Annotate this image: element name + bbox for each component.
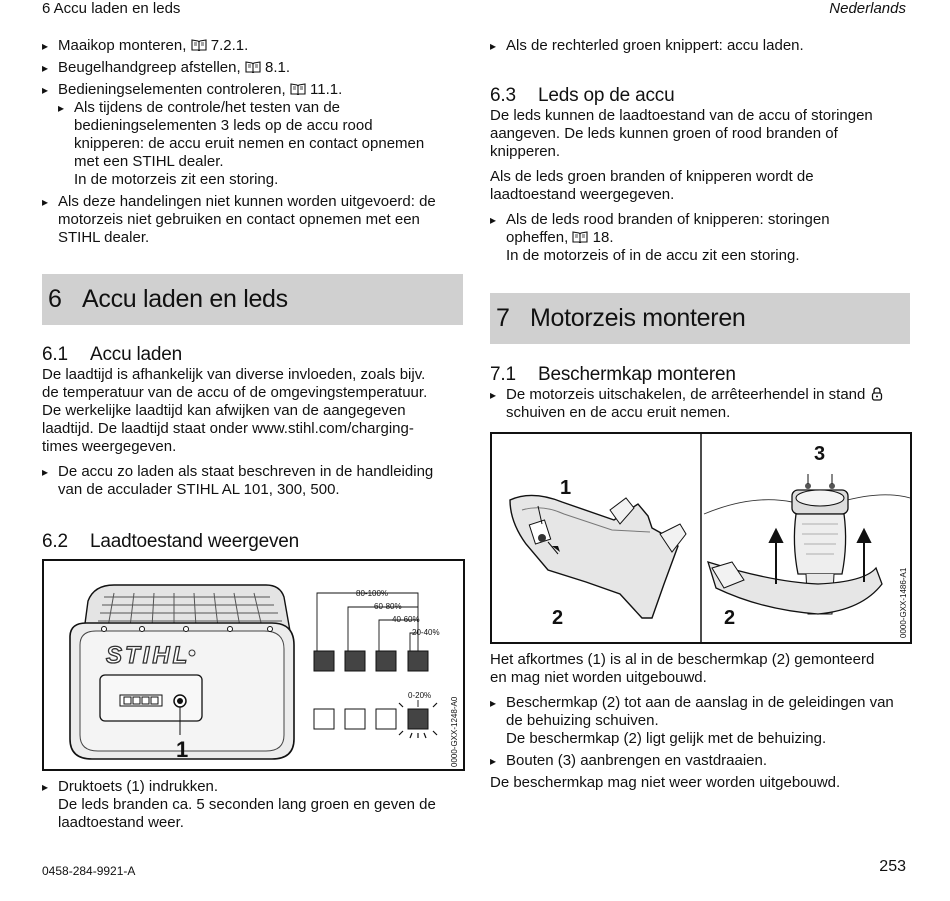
sub-list-item (42, 99, 464, 117)
section-7-1 (490, 364, 912, 422)
battery-illustration (44, 561, 463, 769)
list-item (490, 752, 912, 770)
text-line: Als tijdens de controle/het testen van de (74, 99, 341, 116)
section-number: 6.2 (42, 531, 68, 552)
text-line: De accu zo laden als staat beschreven in de handleiding (58, 463, 434, 480)
text-line: van de acculader STIHL AL 101, 300, 500. (58, 481, 340, 498)
text-line: In de motorzeis of in de accu zit een storing. (506, 247, 800, 264)
text-line: De motorzeis uitschakelen, de arrêteerhendel in stand (506, 386, 866, 403)
text-line: schuiven en de accu eruit nemen. (506, 404, 731, 421)
section-number: 7.1 (490, 364, 516, 385)
text-line: aangeven. De leds kunnen groen of rood branden of (490, 125, 838, 142)
list-item (490, 37, 912, 55)
figure-code: 0000-GXX-1248-A0 (450, 696, 459, 767)
section-6-1 (42, 344, 464, 499)
chapter-title: Accu laden en leds (82, 285, 288, 313)
section-title: Accu laden (90, 344, 183, 365)
led-label-40-60: 40-60% (392, 615, 420, 624)
led-label-20-40: 20-40% (412, 628, 440, 637)
text-line: Beschermkap (2) tot aan de aanslag in de geleidingen van (506, 694, 894, 711)
text-line: In de motorzeis zit een storing. (74, 171, 279, 188)
chapter-heading-7 (490, 293, 910, 344)
list-item (42, 81, 464, 99)
text-line: met een STIHL dealer. (74, 153, 224, 170)
led-row-charge-levels (314, 651, 428, 671)
list-item (490, 386, 912, 404)
right-top (490, 37, 912, 55)
book-reference-icon (245, 61, 261, 73)
section-reference: 7.2.1. (210, 37, 249, 54)
book-reference-icon (191, 39, 207, 51)
chapter-title: Motorzeis monteren (530, 304, 746, 332)
led-row-low-charge (314, 709, 428, 729)
led-label-0-20: 0-20% (408, 691, 432, 700)
text-line: Als de leds groen branden of knipperen wordt de (490, 168, 814, 185)
list-item (490, 211, 912, 229)
list-item (42, 37, 464, 55)
section-6-2-heading (42, 531, 464, 553)
text-line: laadtoestand weer. (58, 814, 184, 831)
book-reference-icon (572, 231, 588, 243)
text-line (490, 229, 912, 247)
guard-illustration (492, 434, 910, 642)
chapter-number: 6 (48, 285, 62, 313)
section-title: Leds op de accu (538, 85, 675, 106)
list-item (490, 694, 912, 712)
callout-number: 2 (724, 607, 736, 629)
list-item (42, 193, 464, 211)
battery-led-figure (42, 559, 465, 771)
led-label-60-80: 60-80% (374, 602, 402, 611)
text-line: en mag niet worden uitgebouwd. (490, 669, 707, 686)
section-6-3 (490, 85, 912, 265)
text-line: Als de rechterled groen knippert: accu laden. (506, 37, 804, 54)
callout-number: 1 (176, 737, 189, 762)
chapter-heading-6 (42, 274, 463, 325)
section-reference: 8.1. (265, 59, 291, 76)
text-line: knipperen: de accu eruit nemen en contact opnemen (74, 135, 425, 152)
book-reference-icon (290, 83, 306, 95)
text-line: De beschermkap mag niet weer worden uitgebouwd. (490, 774, 841, 791)
section-heading (42, 344, 464, 366)
callout-number: 3 (814, 443, 826, 465)
section-reference: 11.1. (310, 81, 343, 98)
section-heading (490, 364, 912, 386)
text-line: De leds branden ca. 5 seconden lang groen en geven de (58, 796, 436, 813)
list-item (42, 778, 464, 796)
text-fragment: opheffen, (506, 229, 569, 246)
list-item-text: Beugelhandgreep afstellen, (58, 59, 241, 76)
led-label-80-100: 80-100% (356, 589, 389, 598)
text-line: de behuizing schuiven. (506, 712, 659, 729)
list-item (42, 463, 464, 481)
text-line: De laadtijd is afhankelijk van diverse invloeden, zoals bijv. (42, 366, 426, 383)
section-heading (490, 85, 912, 107)
list-item-text: Maaikop monteren, (58, 37, 187, 54)
text-line: De leds kunnen de laadtoestand van de accu of storingen (490, 107, 873, 124)
text-line: de temperatuur van de accu of de omgevingstemperatuur. (42, 384, 428, 401)
text-line: Bouten (3) aanbrengen en vastdraaien. (506, 752, 768, 769)
figure-code: 0000-GXX-1486-A1 (899, 567, 908, 638)
section-7-1-instructions (490, 651, 912, 792)
section-reference: 18. (592, 229, 614, 246)
text-line: knipperen. (490, 143, 561, 160)
section-heading (42, 531, 464, 553)
running-header-chapter: 6 Accu laden en leds (42, 0, 181, 17)
section-title: Laadtoestand weergeven (90, 531, 299, 552)
list-item-text: Bedieningselementen controleren, (58, 81, 286, 98)
text-line: times weergegeven. (42, 438, 177, 455)
text-line: laadtijd. De laadtijd staat onder www.stihl.com/charging- (42, 420, 414, 437)
chapter-number: 7 (496, 304, 510, 332)
text-line: Druktoets (1) indrukken. (58, 778, 219, 795)
page-number: 253 (879, 858, 906, 875)
lock-icon (870, 387, 884, 401)
text-line: motorzeis niet gebruiken en contact opnemen met een (58, 211, 420, 228)
section-number: 6.1 (42, 344, 68, 365)
running-header-language: Nederlands (829, 0, 906, 17)
section-6-2-instructions (42, 778, 464, 832)
callout-number: 2 (552, 607, 564, 629)
text-line: Het afkortmes (1) is al in de beschermkap (2) gemonteerd (490, 651, 875, 668)
text-line: Als deze handelingen niet kunnen worden uitgevoerd: de (58, 193, 436, 210)
stihl-logo: STIHL (106, 642, 191, 669)
text-line: De beschermkap (2) ligt gelijk met de behuizing. (506, 730, 827, 747)
guard-mounting-figure (490, 432, 912, 644)
text-line: bedieningselementen 3 leds op de accu rood (74, 117, 373, 134)
list-item (42, 59, 464, 77)
text-line: De werkelijke laadtijd kan afwijken van de aangegeven (42, 402, 406, 419)
document-number: 0458-284-9921-A (42, 864, 136, 878)
text-line: laadtoestand weergegeven. (490, 186, 675, 203)
section-title: Beschermkap monteren (538, 364, 736, 385)
callout-number: 1 (560, 477, 572, 499)
left-top-list (42, 37, 464, 247)
section-number: 6.3 (490, 85, 516, 106)
text-line: STIHL dealer. (58, 229, 150, 246)
text-line: Als de leds rood branden of knipperen: storingen (506, 211, 830, 228)
